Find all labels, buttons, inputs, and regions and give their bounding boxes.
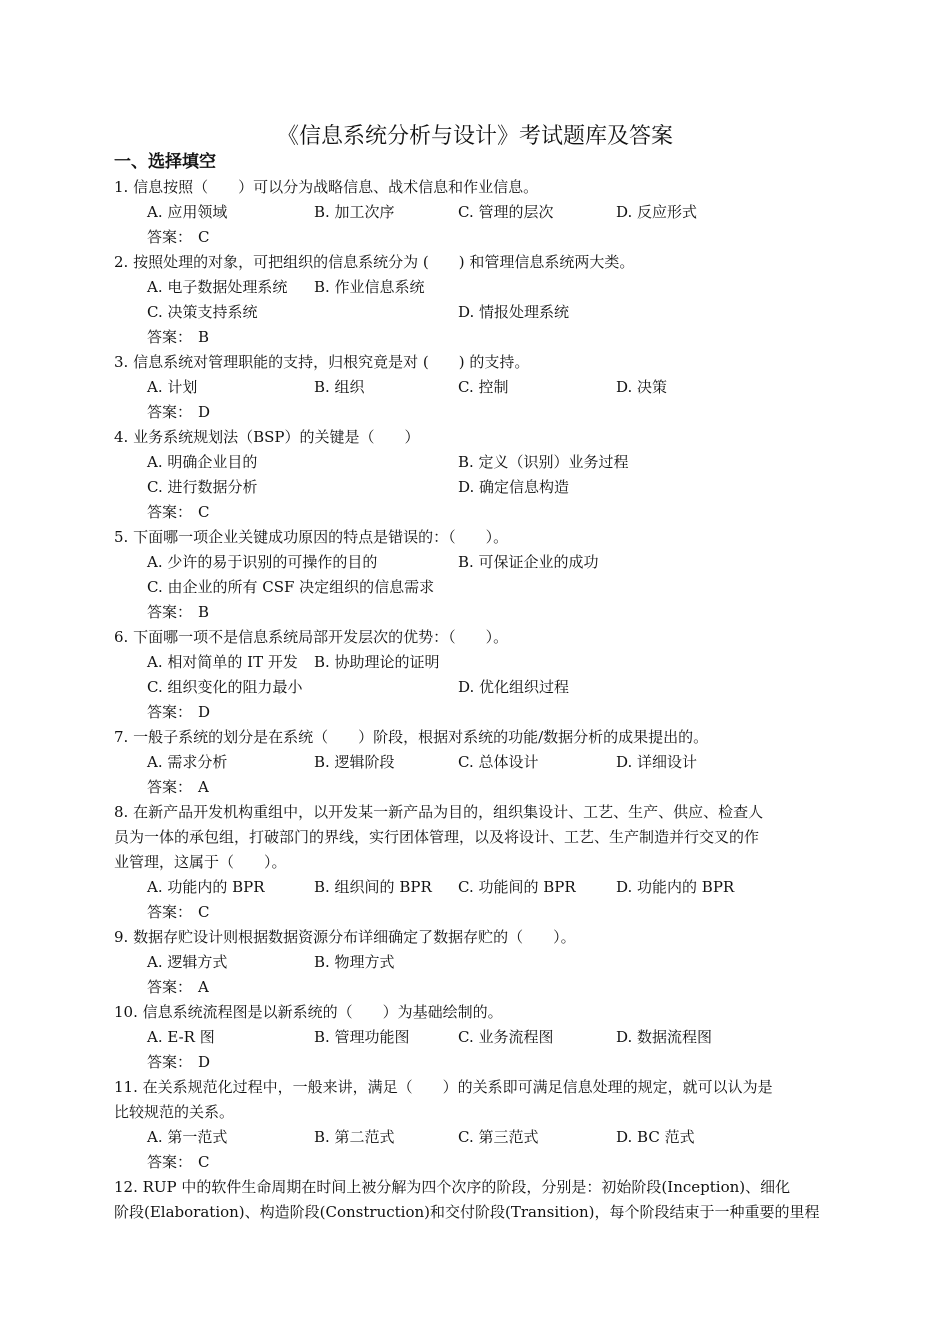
answer-label: 答案：: [147, 903, 193, 921]
answer-option: B. 组织: [314, 378, 365, 396]
answer-value: C: [198, 228, 210, 246]
question-stem: 8. 在新产品开发机构重组中，以开发某一新产品为目的，组织集设计、工艺、生产、供应、检查人: [114, 803, 764, 821]
answer-line: [147, 975, 209, 1000]
answer-line: [147, 225, 210, 250]
answer-line: [147, 325, 209, 350]
answer-label: 答案：: [147, 503, 193, 521]
answer-line: [147, 900, 210, 925]
answer-option: A. E-R 图: [147, 1028, 215, 1046]
question-stem: 1. 信息按照（ ）可以分为战略信息、战术信息和作业信息。: [114, 178, 539, 196]
answer-label: 答案：: [147, 603, 193, 621]
answer-label: 答案：: [147, 978, 193, 996]
question-stem-continued: 业管理，这属于（ ）。: [114, 853, 287, 871]
answer-option: A. 少许的易于识别的可操作的目的: [147, 553, 378, 571]
answer-option: D. 详细设计: [616, 753, 698, 771]
answer-option: B. 第二范式: [314, 1128, 395, 1146]
answer-option: A. 功能内的 BPR: [147, 878, 265, 896]
answer-line: [147, 1150, 210, 1175]
document-title: 《信息系统分析与设计》考试题库及答案: [276, 124, 673, 149]
answer-value: B: [198, 603, 210, 621]
question-stem: 4. 业务系统规划法（BSP）的关键是（ ）: [114, 428, 420, 446]
answer-option: B. 可保证企业的成功: [458, 553, 599, 571]
question-stem: 9. 数据存贮设计则根据数据资源分布详细确定了数据存贮的（ ）。: [114, 928, 576, 946]
answer-line: [147, 500, 210, 525]
answer-label: 答案：: [147, 703, 193, 721]
question-stem-continued: 员为一体的承包组，打破部门的界线，实行团体管理，以及将设计、工艺、生产制造并行交叉的作: [114, 828, 760, 846]
question-stem: 11. 在关系规范化过程中，一般来讲，满足（ ）的关系即可满足信息处理的规定，就可以认为是: [114, 1078, 773, 1096]
answer-line: [147, 700, 210, 725]
answer-label: 答案：: [147, 328, 193, 346]
answer-option: C. 控制: [458, 378, 509, 396]
answer-option: B. 定义（识别）业务过程: [458, 453, 629, 471]
answer-option: D. BC 范式: [616, 1128, 695, 1146]
answer-line: [147, 400, 210, 425]
answer-option: D. 确定信息构造: [458, 478, 570, 496]
answer-value: A: [198, 978, 209, 996]
question-stem: 7. 一般子系统的划分是在系统（ ）阶段，根据对系统的功能/数据分析的成果提出的。: [114, 728, 709, 746]
answer-option: A. 需求分析: [147, 753, 228, 771]
answer-line: [147, 600, 209, 625]
answer-option: B. 组织间的 BPR: [314, 878, 432, 896]
answer-label: 答案：: [147, 778, 193, 796]
answer-value: C: [198, 503, 210, 521]
answer-option: B. 物理方式: [314, 953, 395, 971]
answer-option: A. 第一范式: [147, 1128, 228, 1146]
answer-option: C. 进行数据分析: [147, 478, 258, 496]
answer-option: D. 数据流程图: [616, 1028, 713, 1046]
answer-option: C. 功能间的 BPR: [458, 878, 576, 896]
answer-option: B. 管理功能图: [314, 1028, 410, 1046]
answer-option: D. 情报处理系统: [458, 303, 570, 321]
answer-line: [147, 1050, 210, 1075]
question-stem-continued: 阶段(Elaboration)、构造阶段(Construction)和交付阶段(Transition)，每个阶段结束于一种重要的里程: [114, 1203, 820, 1221]
answer-value: D: [198, 403, 211, 421]
question-stem-continued: 比较规范的关系。: [114, 1103, 235, 1121]
question-stem: 2. 按照处理的对象，可把组织的信息系统分为 ( ) 和管理信息系统两大类。: [114, 253, 635, 271]
answer-value: D: [198, 703, 211, 721]
answer-option: D. 功能内的 BPR: [616, 878, 735, 896]
answer-value: B: [198, 328, 210, 346]
answer-option: C. 由企业的所有 CSF 决定组织的信息需求: [147, 578, 435, 596]
answer-option: B. 逻辑阶段: [314, 753, 395, 771]
answer-option: A. 明确企业目的: [147, 453, 258, 471]
answer-option: C. 第三范式: [458, 1128, 539, 1146]
answer-value: A: [198, 778, 209, 796]
answer-option: D. 优化组织过程: [458, 678, 570, 696]
question-stem: 6. 下面哪一项不是信息系统局部开发层次的优势：（ ）。: [114, 628, 509, 646]
section-heading: 一、选择填空: [114, 152, 216, 172]
answer-option: C. 总体设计: [458, 753, 539, 771]
answer-label: 答案：: [147, 228, 193, 246]
answer-label: 答案：: [147, 1053, 193, 1071]
question-stem: 3. 信息系统对管理职能的支持，归根究竟是对 ( ) 的支持。: [114, 353, 530, 371]
question-stem: 5. 下面哪一项企业关键成功原因的特点是错误的：（ ）。: [114, 528, 509, 546]
answer-option: A. 电子数据处理系统: [147, 278, 288, 296]
answer-option: C. 业务流程图: [458, 1028, 554, 1046]
answer-option: A. 逻辑方式: [147, 953, 228, 971]
answer-option: C. 管理的层次: [458, 203, 554, 221]
answer-option: C. 组织变化的阻力最小: [147, 678, 303, 696]
answer-label: 答案：: [147, 1153, 193, 1171]
answer-option: B. 协助理论的证明: [314, 653, 440, 671]
answer-option: A. 计划: [147, 378, 198, 396]
answer-value: D: [198, 1053, 211, 1071]
answer-line: [147, 775, 209, 800]
answer-option: C. 决策支持系统: [147, 303, 258, 321]
answer-option: D. 决策: [616, 378, 668, 396]
answer-label: 答案：: [147, 403, 193, 421]
question-stem: 12. RUP 中的软件生命周期在时间上被分解为四个次序的阶段，分别是：初始阶段(Inception)、细化: [114, 1178, 791, 1196]
question-stem: 10. 信息系统流程图是以新系统的（ ）为基础绘制的。: [114, 1003, 503, 1021]
answer-option: A. 应用领域: [147, 203, 228, 221]
answer-value: C: [198, 1153, 210, 1171]
answer-option: D. 反应形式: [616, 203, 698, 221]
answer-value: C: [198, 903, 210, 921]
answer-option: B. 加工次序: [314, 203, 395, 221]
answer-option: A. 相对简单的 IT 开发: [147, 653, 298, 671]
answer-option: B. 作业信息系统: [314, 278, 425, 296]
